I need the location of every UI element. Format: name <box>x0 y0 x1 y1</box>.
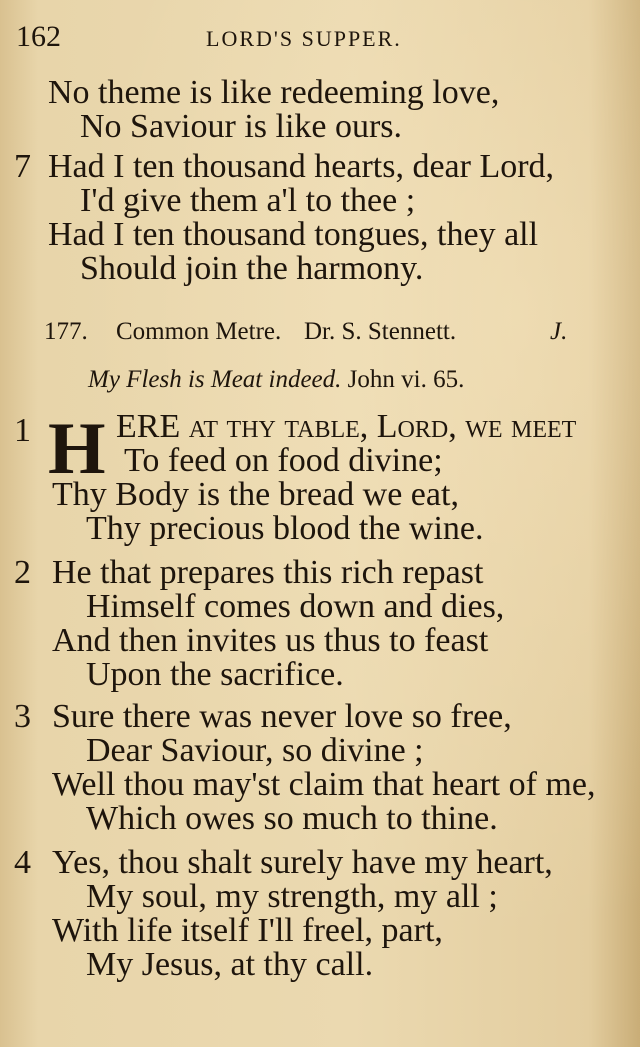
verse-line: Upon the sacrifice. <box>86 656 344 693</box>
verse-number: 3 <box>14 698 31 735</box>
page-header <box>16 20 624 56</box>
drop-cap: H <box>48 408 106 490</box>
verse-line: Dear Saviour, so divine ; <box>86 732 424 769</box>
scripture-reference: John vi. 65. <box>347 366 465 393</box>
verse-line: Thy precious blood the wine. <box>86 510 484 547</box>
verse-line: Thy Body is the bread we eat, <box>52 476 459 513</box>
verse-line: Himself comes down and dies, <box>86 588 505 625</box>
verse-line: Should join the harmony. <box>80 250 424 287</box>
verse-number: 7 <box>14 148 31 185</box>
running-head: LORD'S SUPPER. <box>206 26 402 51</box>
verse-line: My Jesus, at thy call. <box>86 946 374 983</box>
verse-line: To feed on food divine; <box>124 442 443 479</box>
verse-number: 2 <box>14 554 31 591</box>
verse-line: Yes, thou shalt surely have my heart, <box>52 844 553 881</box>
hymn-subtitle <box>88 366 464 394</box>
page-number: 162 <box>16 20 61 53</box>
verse-line: Sure there was never love so free, <box>52 698 512 735</box>
verse-line: Well thou may'st claim that heart of me, <box>52 766 596 803</box>
verse-line: Had I ten thousand tongues, they all <box>48 216 539 253</box>
verse-line: No Saviour is like ours. <box>80 108 403 145</box>
hymn-mark: J. <box>550 318 568 345</box>
hymn-metre: Common Metre. <box>116 318 282 345</box>
hymn-number: 177. <box>44 318 88 345</box>
hymn-author: Dr. S. Stennett. <box>304 318 457 345</box>
verse-line: And then invites us thus to feast <box>52 622 489 659</box>
verse-line: Had I ten thousand hearts, dear Lord, <box>48 148 555 185</box>
verse-line: With life itself I'll freel, part, <box>52 912 443 949</box>
verse-line: I'd give them a'l to thee ; <box>80 182 416 219</box>
verse-line: He that prepares this rich repast <box>52 554 484 591</box>
verse-line: ERE at thy table, Lord, we meet <box>116 408 577 445</box>
hymn-heading <box>44 318 604 348</box>
verse-number: 4 <box>14 844 31 881</box>
subtitle-text: My Flesh is Meat indeed. <box>88 366 342 393</box>
verse-number: 1 <box>14 412 31 449</box>
verse-line: Which owes so much to thine. <box>86 800 498 837</box>
verse-line: My soul, my strength, my all ; <box>86 878 498 915</box>
verse-line: No theme is like redeeming love, <box>48 74 500 111</box>
